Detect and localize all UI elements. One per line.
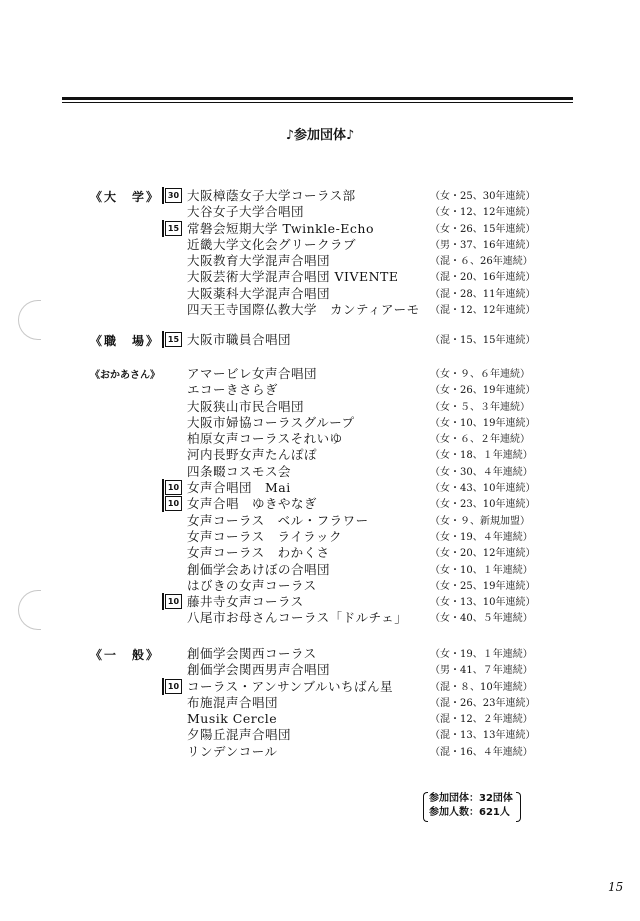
page-title: ♪参加団体♪ [285,128,355,143]
group-record: （混・20、16年連続） [430,272,536,284]
flag-pole [162,495,164,512]
group-name: 女声合唱 ゆきやなぎ [187,496,318,512]
group-record: （混・12、２年連続） [430,714,533,726]
group-record: （混・６、26年連続） [430,256,533,268]
list-item [0,382,640,398]
header-rule-thick [62,97,573,100]
list-item [0,744,640,760]
list-item [0,545,640,561]
group-record: （女・40、５年連続） [430,613,533,625]
list-item [0,695,640,711]
flag-years-label: 10 [165,594,182,609]
section-label: 《一 般》 [90,648,161,662]
list-item [0,221,640,237]
group-name: 創価学会関西コーラス [187,646,317,661]
group-record: （女・10、19年連続） [430,417,536,429]
summary-bracket-left [423,792,428,822]
list-item [0,366,640,382]
group-record: （女・25、30年連続） [430,191,536,202]
group-name: 近畿大学文化会グリークラブ [187,236,357,252]
group-name: 藤井寺女声コーラス [187,594,304,610]
group-name: 河内長野女声たんぽぽ [187,447,318,463]
group-name: 四天王寺国際仏教大学 カンティアーモ [187,302,420,318]
group-name: 大阪薬科大学混声合唱団 [187,285,331,301]
group-record: （女・23、10年連続） [430,499,536,511]
section-label: 《職 場》 [90,334,161,348]
summary-box [429,792,513,820]
flag-pole [162,187,164,204]
section [0,188,640,318]
group-record: （混・８、10年連続） [430,681,533,693]
group-name: 大谷女子大学合唱団 [187,204,305,220]
flag-years-label: 15 [165,332,182,347]
section [0,366,640,627]
flag-pole [162,479,164,496]
flag-pole [162,678,164,695]
group-name: Musik Cercle [187,711,278,727]
group-record: （女・13、10年連続） [430,597,536,609]
list-item [0,399,640,415]
group-record: （女・９、新規加盟） [430,515,530,527]
anniversary-flag-icon [162,220,184,237]
group-name: 創価学会あけぼの合唱団 [187,561,331,577]
list-item [0,480,640,496]
group-name: 大阪樟蔭女子大学コーラス部 [187,188,356,203]
group-name: 柏原女声コーラスそれいゆ [187,431,343,447]
list-item [0,237,640,253]
list-item [0,594,640,610]
list-item [0,431,640,447]
list-item [0,610,640,626]
group-record: （女・18、１年連続） [430,450,533,462]
group-name: 大阪市職員合唱団 [187,332,292,347]
group-name: 布施混声合唱団 [187,694,279,710]
group-record: （混・16、４年連続） [430,746,533,758]
list-item [0,447,640,463]
summary-people: 参加人数：621人 [429,807,510,818]
group-record: （女・19、１年連続） [430,649,533,660]
group-name: 八尾市お母さんコーラス「ドルチェ」 [187,610,408,626]
flag-pole [162,331,164,348]
list-item [0,496,640,512]
group-record: （混・12、12年連続） [430,305,536,317]
group-name: 常磐会短期大学 Twinkle-Echo [187,220,375,236]
group-name: 大阪教育大学混声合唱団 [187,253,331,269]
anniversary-flag-icon [162,495,184,512]
anniversary-flag-icon [162,331,184,348]
summary-bracket-right [516,792,521,822]
group-record: （女・30、４年連続） [430,466,533,478]
group-record: （女・10、１年連続） [430,564,533,576]
list-item [0,646,640,662]
list-item [0,679,640,695]
group-record: （女・６、２年連続） [430,434,530,446]
flag-years-label: 10 [165,679,182,694]
page-number: 15 [608,880,624,894]
group-name: アマービレ女声合唱団 [187,366,318,381]
list-item [0,464,640,480]
group-name: 大阪市婦協コーラスグループ [187,414,355,430]
group-record: （混・28、11年連続） [430,288,536,300]
list-item [0,513,640,529]
flag-years-label: 30 [165,188,182,203]
group-name: エコーきさらぎ [187,382,279,398]
group-record: （女・９、６年連続） [430,369,530,380]
group-name: コーラス・アンサンブルいちばん星 [187,678,394,694]
flag-pole [162,593,164,610]
group-name: 大阪狭山市民合唱団 [187,398,305,414]
list-item [0,727,640,743]
group-record: （女・12、12年連続） [430,207,536,219]
group-record: （女・26、19年連続） [430,385,536,397]
list-item [0,562,640,578]
group-name: はびきの女声コーラス [187,577,317,593]
list-item [0,415,640,431]
group-record: （女・５、３年連続） [430,401,530,413]
group-name: 女声コーラス わかくさ [187,545,330,561]
list-item [0,204,640,220]
group-name: 女声コーラス ベル・フラワー [187,512,369,528]
section-label: 《おかあさん》 [90,370,160,381]
anniversary-flag-icon [162,479,184,496]
list-item [0,269,640,285]
section [0,646,640,760]
list-item [0,529,640,545]
group-record: （男・37、16年連続） [430,239,536,251]
group-record: （混・26、23年連続） [430,697,536,709]
group-record: （女・25、19年連続） [430,580,536,592]
anniversary-flag-icon [162,678,184,695]
list-item [0,578,640,594]
list-item [0,711,640,727]
group-name: 大阪芸術大学混声合唱団 VIVENTE [187,269,399,285]
section-label: 《大 学》 [90,190,161,204]
flag-years-label: 10 [165,496,182,511]
list-item [0,188,640,204]
flag-years-label: 15 [165,221,182,236]
group-record: （混・15、15年連続） [430,335,536,346]
anniversary-flag-icon [162,187,184,204]
group-name: リンデンコール [187,743,278,759]
group-record: （女・19、４年連続） [430,531,533,543]
group-name: 女声合唱団 Mai [187,480,291,496]
group-name: 夕陽丘混声合唱団 [187,727,292,743]
section [0,332,640,348]
flag-pole [162,220,164,237]
group-record: （女・43、10年連続） [430,483,536,495]
summary-groups: 参加団体：32団体 [429,793,513,804]
list-item [0,253,640,269]
group-record: （混・13、13年連続） [430,730,536,742]
group-record: （女・20、12年連続） [430,548,536,560]
group-record: （女・26、15年連続） [430,223,536,235]
flag-years-label: 10 [165,480,182,495]
list-item [0,332,640,348]
list-item [0,662,640,678]
group-name: 四条畷コスモス会 [187,463,292,479]
list-item [0,302,640,318]
group-name: 女声コーラス ライラック [187,528,343,544]
group-name: 創価学会関西男声合唱団 [187,662,331,678]
group-record: （男・41、７年連続） [430,665,533,677]
list-item [0,286,640,302]
header-rule-thin [62,102,573,103]
anniversary-flag-icon [162,593,184,610]
